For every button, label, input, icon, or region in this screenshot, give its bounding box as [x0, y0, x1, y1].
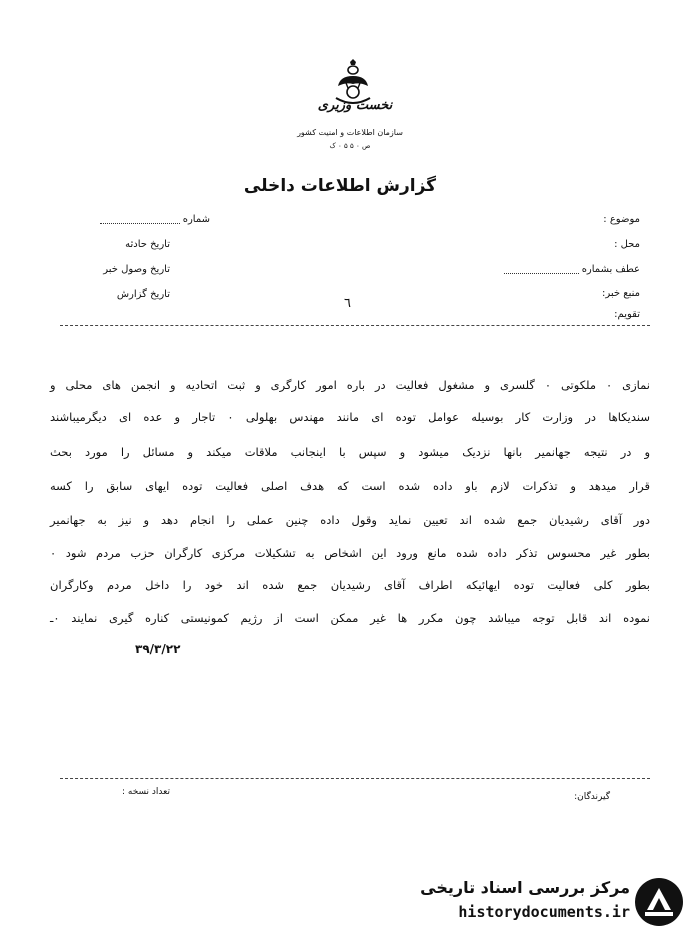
recipients-label: گیرندگان: — [574, 792, 610, 802]
archive-logo-icon — [633, 876, 685, 928]
number-dots — [100, 215, 180, 224]
body-line-7: بطور کلی فعالیت توده ایهائیکه اطراف آقای رشیدیان جمع شده اند خود را داخل مردم وکارگران — [50, 578, 650, 592]
document-date: ۳۹/۳/۲۲ — [135, 642, 181, 656]
footer-divider — [60, 778, 650, 779]
source-label: منبع خبر: — [602, 288, 640, 299]
sub-department: ص ۰ ۵ ۵ ۰ ک — [329, 142, 371, 150]
body-line-3: و در نتیجه جهانمیر بانها نزدیک میشود و سپس با اینجانب ملاقات میکند و مسائل را مورد بحث — [50, 445, 650, 459]
body-line-8: نموده اند قابل توجه میباشد چون مکرر ها غیر ممکن است از رژیم کمونیستی کناره گیری نمایند ۰ـ — [50, 611, 650, 625]
government-name: نخست وزیری — [317, 98, 393, 113]
report-title: گزارش اطلاعات داخلی — [243, 176, 437, 196]
page-number: ٦ — [344, 296, 351, 311]
reference-label: عطف بشماره — [581, 264, 640, 275]
subject-label: موضوع : — [603, 214, 640, 225]
organization-name: سازمان اطلاعات و امنیت کشور — [297, 128, 403, 137]
evaluation-label: تقویم: — [614, 309, 640, 320]
receipt-date-label: تاریخ وصول خبر — [103, 264, 170, 275]
archive-name: مرکز بررسی اسناد تاریخی — [420, 878, 630, 897]
report-date-label: تاریخ گزارش — [116, 289, 170, 300]
body-line-6: بطور غیر محسوس تذکر داده شده مانع ورود این اشخاص به تشکیلات مرکزی کارگران حزب مردم شود ۰ — [50, 546, 650, 560]
reference-field — [500, 264, 640, 275]
number-field — [70, 214, 210, 225]
copies-label: تعداد نسخه : — [121, 787, 170, 797]
body-line-4: قرار میدهد و تذکرات لازم باو داده شده است که هدف اصلی فعالیت توده ایهای سابق را کسه — [50, 479, 650, 493]
header-divider — [60, 325, 650, 326]
incident-date-label: تاریخ حادثه — [125, 239, 170, 250]
number-label: شماره — [182, 214, 210, 225]
reference-dots — [504, 265, 579, 274]
body-line-2: سندیکاها در وزارت کار بوسیله عوامل توده ای مانند مهندس بهلولی ۰ تاجار و عده ای دیگرمیباشند — [50, 410, 650, 424]
location-label: محل : — [614, 239, 640, 250]
body-line-1: نمازی ۰ ملکوتی ۰ گلسری و مشغول فعالیت در باره امور کارگری و ثبت اتحادیه و انجمن های محلی و — [50, 378, 650, 392]
body-line-5: دور آقای رشیدیان جمع شده اند تعیین نماید وقول داده چنین عملی را انجام دهد و نیز به جهانمیر — [50, 513, 650, 527]
archive-url: historydocuments.ir — [458, 903, 630, 921]
